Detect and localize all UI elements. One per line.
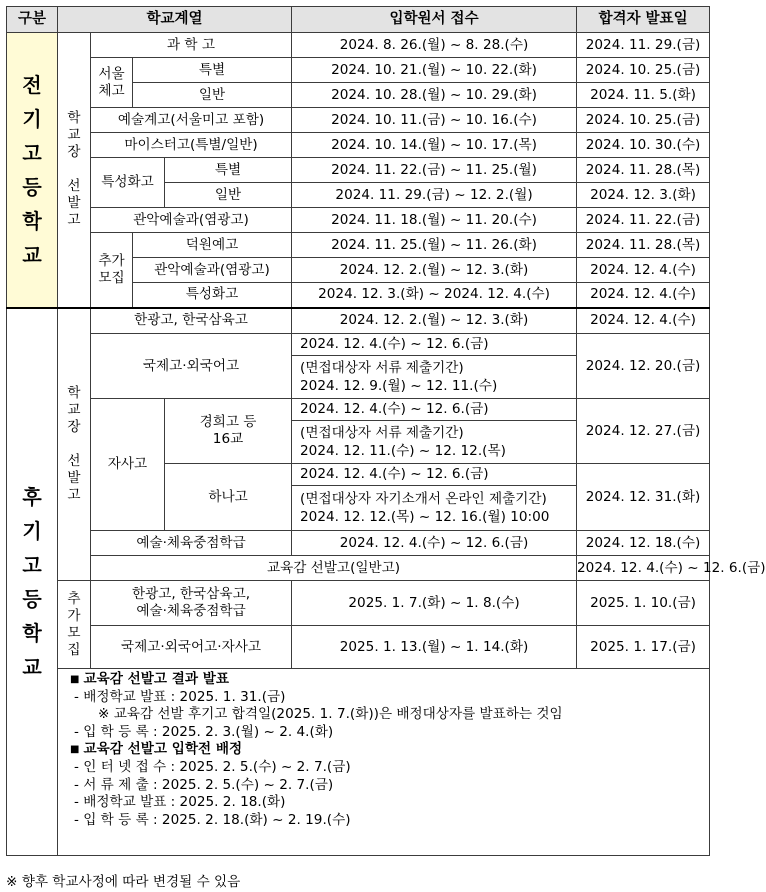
apply-period: 2025. 1. 7.(화) ~ 1. 8.(수) — [292, 581, 577, 626]
apply-period: 2024. 10. 11.(금) ~ 10. 16.(수) — [292, 108, 577, 133]
square-bullet-icon: ■ — [70, 674, 80, 685]
table-row — [7, 531, 710, 556]
announce-date: 2024. 12. 4.(수) — [577, 283, 710, 308]
school-name: 예술·체육중점학급 — [91, 531, 292, 556]
announce-date: 2024. 12. 3.(화) — [577, 183, 710, 208]
note-title: ■ 교육감 선발고 결과 발표 — [70, 671, 229, 687]
group-additional-early: 추가 모집 — [91, 233, 133, 308]
school-name: 한광고, 한국삼육고 — [91, 308, 292, 334]
apply-period: 2024. 12. 4.(수) ~ 12. 6.(금) — [292, 464, 577, 486]
announce-date: 2024. 11. 29.(금) — [577, 33, 710, 58]
apply-period: 2024. 8. 26.(월) ~ 8. 28.(수) — [292, 33, 577, 58]
apply-period: 2024. 11. 25.(월) ~ 11. 26.(화) — [292, 233, 577, 258]
school-name: 특성화고 — [133, 283, 292, 308]
header-category: 구분 — [7, 7, 58, 33]
group-special-purpose: 특성화고 — [91, 158, 165, 208]
apply-period: 2024. 12. 4.(수) ~ 12. 6.(금) — [292, 399, 577, 421]
note-line: - 배정학교 발표 : 2025. 2. 18.(화) — [74, 794, 286, 811]
interview-period: (면접대상자 서류 제출기간) 2024. 12. 11.(수) ~ 12. 12.(목) — [292, 421, 577, 464]
apply-period: 2024. 10. 14.(월) ~ 10. 17.(목) — [292, 133, 577, 158]
apply-period: 2024. 10. 28.(월) ~ 10. 29.(화) — [292, 83, 577, 108]
announce-date: 2024. 12. 31.(화) — [577, 464, 710, 531]
table-row — [7, 208, 710, 233]
school-name: 경희고 등 16교 — [165, 399, 292, 464]
school-name: 일반 — [133, 83, 292, 108]
announce-date: 2024. 12. 4.(수) — [577, 258, 710, 283]
apply-period: 2024. 10. 21.(월) ~ 10. 22.(화) — [292, 58, 577, 83]
header-application: 입학원서 접수 — [292, 7, 577, 33]
note-line: - 인 터 넷 접 수 : 2025. 2. 5.(수) ~ 2. 7.(금) — [74, 758, 351, 775]
school-name: 예술계고(서울미고 포함) — [91, 108, 292, 133]
announce-date: 2024. 11. 28.(목) — [577, 233, 710, 258]
apply-period: 2024. 12. 3.(화) ~ 2024. 12. 4.(수) — [292, 283, 577, 308]
table-row — [7, 626, 710, 669]
notes-row — [7, 669, 710, 856]
school-name: 일반 — [165, 183, 292, 208]
school-name: 덕원예고 — [133, 233, 292, 258]
table-row — [7, 233, 710, 258]
apply-period: 2024. 12. 4.(수) ~ 12. 6.(금) — [292, 334, 577, 356]
table-row — [7, 581, 710, 626]
apply-period: 2024. 11. 22.(금) ~ 11. 25.(월) — [292, 158, 577, 183]
apply-period: 2024. 11. 29.(금) ~ 12. 2.(월) — [292, 183, 577, 208]
group-school-selection-early: 학 교 장 선 발 고 — [58, 33, 91, 308]
note-line: - 서 류 제 출 : 2025. 2. 5.(수) ~ 2. 7.(금) — [74, 776, 334, 793]
apply-period: 2024. 11. 18.(월) ~ 11. 20.(수) — [292, 208, 577, 233]
section-early: 전 기 고 등 학 교 — [7, 33, 58, 308]
note-line: - 입 학 등 록 : 2025. 2. 3.(월) ~ 2. 4.(화) — [74, 723, 334, 740]
schedule-table — [6, 6, 766, 856]
school-name: 국제고·외국어고 — [91, 334, 292, 399]
table-row — [7, 556, 710, 581]
group-seoul-arts: 서울 체고 — [91, 58, 133, 108]
header-announcement: 합격자 발표일 — [577, 7, 710, 33]
table-row — [7, 334, 710, 356]
announce-date: 2025. 1. 10.(금) — [577, 581, 710, 626]
table-row — [7, 58, 710, 83]
announce-date: 2024. 11. 28.(목) — [577, 158, 710, 183]
school-name: 특별 — [165, 158, 292, 183]
announce-date: 2024. 12. 4.(수) — [577, 308, 710, 334]
announce-date: 2024. 10. 30.(수) — [577, 133, 710, 158]
group-additional-late: 추 가 모 집 — [58, 581, 91, 669]
announce-date: 2024. 11. 5.(화) — [577, 83, 710, 108]
school-name: 관악예술과(염광고) — [91, 208, 292, 233]
table-row — [7, 399, 710, 421]
table-row — [7, 308, 710, 334]
notes-cell — [58, 669, 710, 856]
interview-period: (면접대상자 서류 제출기간) 2024. 12. 9.(월) ~ 12. 11.(수) — [292, 356, 577, 399]
apply-period: 2024. 12. 4.(수) ~ 12. 6.(금) — [577, 556, 710, 581]
school-name: 과 학 고 — [91, 33, 292, 58]
announce-date: 2024. 12. 27.(금) — [577, 399, 710, 464]
table-row — [7, 33, 710, 58]
table-row — [7, 133, 710, 158]
school-name: 교육감 선발고(일반고) — [91, 556, 577, 581]
header-school-type: 학교계열 — [58, 7, 292, 33]
note-line: - 입 학 등 록 : 2025. 2. 18.(화) ~ 2. 19.(수) — [74, 811, 351, 828]
announce-date: 2024. 10. 25.(금) — [577, 108, 710, 133]
school-name: 한광고, 한국삼육고, 예술·체육중점학급 — [91, 581, 292, 626]
table-row — [7, 108, 710, 133]
apply-period: 2025. 1. 13.(월) ~ 1. 14.(화) — [292, 626, 577, 669]
header-row — [7, 7, 710, 33]
announce-date: 2025. 1. 17.(금) — [577, 626, 710, 669]
announce-date: 2024. 12. 18.(수) — [577, 531, 710, 556]
school-name: 하나고 — [165, 464, 292, 531]
footer-note: ※ 향후 학교사정에 따라 변경될 수 있음 — [6, 874, 241, 890]
apply-period: 2024. 12. 2.(월) ~ 12. 3.(화) — [292, 258, 577, 283]
group-autonomous: 자사고 — [91, 399, 165, 531]
school-name: 국제고·외국어고·자사고 — [91, 626, 292, 669]
note-line: - 배정학교 발표 : 2025. 1. 31.(금) — [74, 688, 286, 705]
table-row — [7, 158, 710, 183]
school-name: 마이스터고(특별/일반) — [91, 133, 292, 158]
section-late: 후 기 고 등 학 교 — [7, 308, 58, 856]
group-school-selection-late: 학 교 장 선 발 고 — [58, 308, 91, 581]
square-bullet-icon: ■ — [70, 744, 80, 756]
school-name: 관악예술과(염광고) — [133, 258, 292, 283]
note-line: ※ 교육감 선발 후기고 합격일(2025. 1. 7.(화))은 배정대상자를 발표하는 것임 — [98, 706, 563, 723]
interview-period: (면접대상자 자기소개서 온라인 제출기간) 2024. 12. 12.(목) ~ 12. 16.(월) 10:00 — [292, 486, 577, 531]
apply-period: 2024. 12. 2.(월) ~ 12. 3.(화) — [292, 308, 577, 334]
school-name: 특별 — [133, 58, 292, 83]
announce-date: 2024. 11. 22.(금) — [577, 208, 710, 233]
announce-date: 2024. 10. 25.(금) — [577, 58, 710, 83]
apply-period: 2024. 12. 4.(수) ~ 12. 6.(금) — [292, 531, 577, 556]
note-title: ■ 교육감 선발고 입학전 배정 — [70, 741, 243, 758]
announce-date: 2024. 12. 20.(금) — [577, 334, 710, 399]
